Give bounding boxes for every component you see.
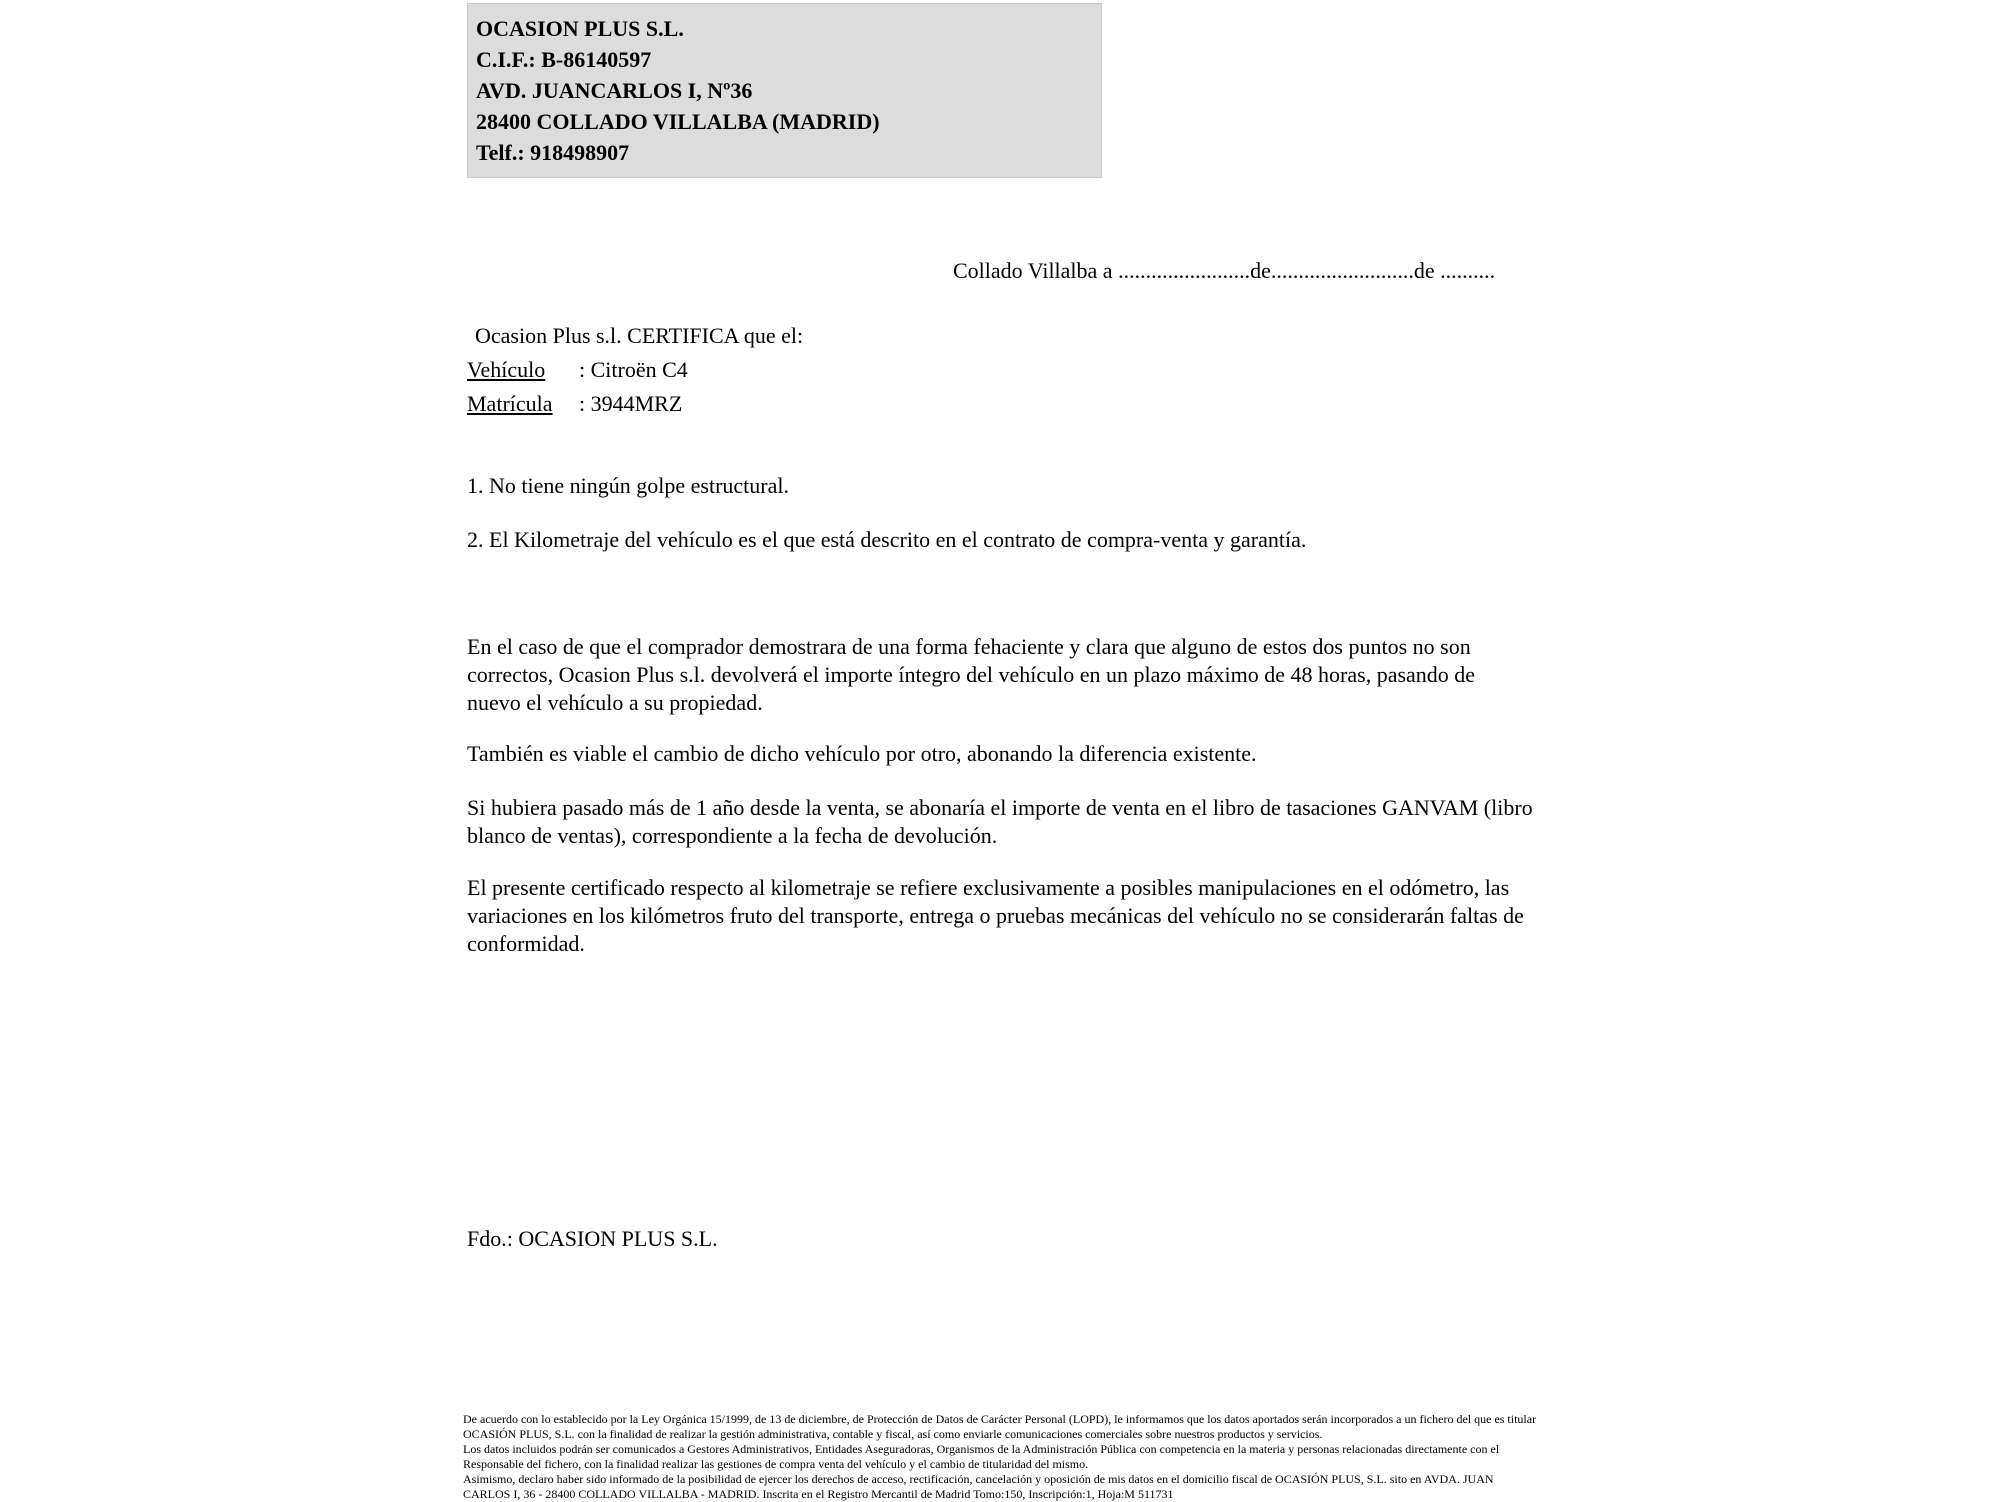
legal-footer — [463, 1412, 1563, 1502]
legal-footer-line: CARLOS I, 36 - 28400 COLLADO VILLALBA - MADRID. Inscrita en el Registro Mercantil de Madrid Tomo:150, Inscripción:1, Hoja:M 511731 — [463, 1487, 1174, 1501]
body-paragraph-exchange: También es viable el cambio de dicho vehículo por otro, abonando la diferencia existente. — [467, 741, 1257, 766]
vehicle-value: : Citroën C4 — [579, 357, 688, 382]
company-phone: Telf.: 918498907 — [476, 140, 630, 165]
legal-footer-line: De acuerdo con lo establecido por la Ley Orgánica 15/1999, de 13 de diciembre, de Protección de Datos de Carácter Personal (LOPD), le informamos que los datos aportados serán incorporados a un fichero del que es titular — [463, 1412, 1537, 1426]
company-city: 28400 COLLADO VILLALBA (MADRID) — [476, 109, 880, 134]
company-cif: C.I.F.: B-86140597 — [476, 47, 652, 72]
certification-block — [467, 319, 1533, 421]
company-header-box — [467, 3, 1102, 178]
company-address: AVD. JUANCARLOS I, Nº36 — [476, 78, 753, 103]
plate-value: : 3944MRZ — [579, 391, 683, 416]
legal-footer-line: Los datos incluidos podrán ser comunicados a Gestores Administrativos, Entidades Aseguradoras, Organismos de la Administración Pública con competencia en la materia y personas relacionadas directamente con el — [463, 1442, 1500, 1456]
document-content — [467, 3, 1533, 1253]
vehicle-label: Vehículo — [467, 357, 546, 382]
body-paragraph-ganvam: Si hubiera pasado más de 1 año desde la venta, se abonaría el importe de venta en el libro de tasaciones GANVAM (libro blanco de ventas), correspondiente a la fecha de devolución. — [467, 795, 1533, 848]
legal-footer-line: OCASIÓN PLUS, S.L. con la finalidad de realizar la gestión administrativa, contable y fiscal, así como enviarle comunicaciones comerciales sobre nuestros productos y servicios. — [463, 1427, 1323, 1441]
body-paragraph-refund: En el caso de que el comprador demostrara de una forma fehaciente y clara que alguno de estos dos puntos no son correctos, Ocasion Plus s.l. devolverá el importe íntegro del vehículo en un plazo máximo de 48 horas, pasando de nuevo el vehículo a su propiedad. — [467, 634, 1476, 715]
legal-footer-line: Asimismo, declaro haber sido informado de la posibilidad de ejercer los derechos de acceso, rectificación, cancelación y oposición de mis datos en el domicilio fiscal de OCASIÓN PLUS, S.L. sito en AVDA. JUAN — [463, 1472, 1494, 1486]
numbered-item-1: 1. No tiene ningún golpe estructural. — [467, 473, 789, 498]
signature-line: Fdo.: OCASION PLUS S.L. — [467, 1226, 718, 1251]
numbered-item-2: 2. El Kilometraje del vehículo es el que está descrito en el contrato de compra-venta y garantía. — [467, 527, 1307, 552]
body-paragraph-odometer: El presente certificado respecto al kilometraje se refiere exclusivamente a posibles manipulaciones en el odómetro, las variaciones en los kilómetros fruto del transporte, entrega o pruebas mecánicas del vehículo no se considerarán faltas de conformidad. — [467, 875, 1524, 956]
date-line: Collado Villalba a ........................de..........................de .......... — [953, 258, 1496, 283]
legal-footer-line: Responsable del fichero, con la finalidad realizar las gestiones de compra venta del vehículo y el cambio de titularidad del mismo. — [463, 1457, 1089, 1471]
vehicle-field — [467, 353, 1533, 387]
plate-label: Matrícula — [467, 391, 553, 416]
company-name: OCASION PLUS S.L. — [476, 16, 684, 41]
plate-field — [467, 387, 1533, 421]
certification-intro: Ocasion Plus s.l. CERTIFICA que el: — [475, 323, 804, 348]
